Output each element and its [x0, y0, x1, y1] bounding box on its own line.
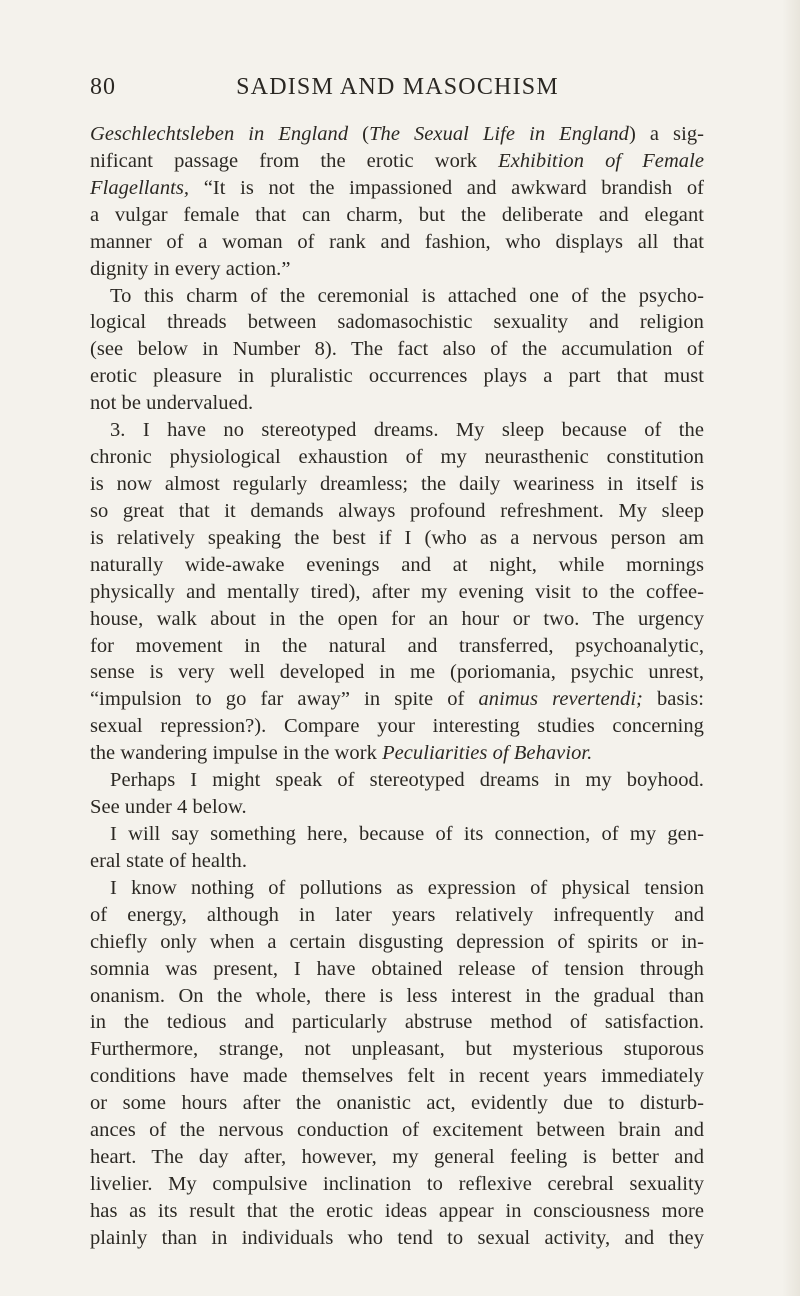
text-line [90, 983, 704, 1010]
text-line [90, 229, 704, 256]
text-line [90, 202, 704, 229]
text-run: manner of a woman of rank and fashion, who displays all that [90, 230, 704, 253]
text-run: dignity in every action.” [90, 257, 291, 280]
text-run: somnia was present, I have obtained release of tension through [90, 957, 704, 980]
text-run: sexual repression?). Compare your interesting studies concerning [90, 715, 704, 738]
text-line [90, 552, 704, 579]
text-run: “It is not the impassioned and awkward brandish of [189, 176, 704, 199]
text-line [90, 1009, 704, 1036]
text-run: sense is very well developed in me (poriomania, psychic unrest, [90, 661, 704, 684]
text-line [90, 390, 704, 417]
text-run: conditions have made themselves felt in recent years immediately [90, 1065, 704, 1088]
text-run: heart. The day after, however, my general feeling is better and [90, 1146, 704, 1169]
text-run: the wandering impulse in the work [90, 742, 383, 765]
italic-text: Geschlechtsleben in England [90, 123, 349, 145]
text-run: physically and mentally tired), after my evening visit to the coffee- [90, 580, 704, 603]
text-line [90, 875, 704, 902]
text-run: ) a sig- [628, 123, 704, 145]
text-run: logical threads between sadomasochistic sexuality and religion [90, 311, 704, 334]
text-line [90, 1063, 704, 1090]
text-run: a vulgar female that can charm, but the deliberate and elegant [90, 203, 704, 226]
text-line [90, 713, 704, 740]
italic-text: Exhibition of Female [498, 149, 704, 172]
text-line [90, 1225, 704, 1252]
text-line [90, 498, 704, 525]
text-run: onanism. On the whole, there is less interest in the gradual than [90, 984, 704, 1007]
text-line [90, 336, 704, 363]
text-run: is now almost regularly dreamless; the daily weariness in itself is [90, 472, 704, 495]
italic-text: Peculiarities of Behavior. [382, 742, 593, 765]
text-run: of energy, although in later years relatively infrequently and [90, 903, 704, 926]
text-line [90, 821, 704, 848]
text-line [90, 1144, 704, 1171]
text-line [90, 363, 704, 390]
text-run: not be undervalued. [90, 392, 254, 415]
text-line [90, 1198, 704, 1225]
text-run: See under 4 below. [90, 796, 247, 819]
text-line [90, 579, 704, 606]
text-line [90, 1036, 704, 1063]
text-run: Perhaps I might speak of stereotyped dreams in my boyhood. [110, 769, 704, 792]
text-line [90, 740, 704, 767]
text-run: livelier. My compulsive inclination to reflexive cerebral sexuality [90, 1172, 704, 1195]
text-run: so great that it demands always profound refreshment. My sleep [90, 499, 704, 522]
text-line [90, 659, 704, 686]
text-line [90, 1171, 704, 1198]
text-line [90, 175, 704, 202]
text-line [90, 1117, 704, 1144]
text-line [90, 848, 704, 875]
text-line [90, 121, 704, 148]
text-run: house, walk about in the open for an hour or two. The urgency [90, 607, 704, 630]
text-line [90, 471, 704, 498]
text-line [90, 309, 704, 336]
text-run: plainly than in individuals who tend to sexual activity, and they [90, 1226, 704, 1249]
text-run: in the tedious and particularly abstruse method of satisfaction. [90, 1011, 704, 1034]
italic-text: Flagellants, [90, 176, 190, 199]
text-line [90, 256, 704, 283]
text-run: “impulsion to go far away” in spite of [90, 688, 479, 711]
running-head: SADISM AND MASOCHISM [236, 74, 559, 100]
text-line [90, 686, 704, 713]
text-run: I will say something here, because of its connection, of my gen- [110, 822, 704, 845]
text-line [90, 767, 704, 794]
italic-text: The Sexual Life in England [369, 123, 629, 145]
text-run: I know nothing of pollutions as expression of physical tension [110, 876, 704, 899]
text-line [90, 902, 704, 929]
text-run: 3. I have no stereotyped dreams. My sleep because of the [110, 419, 704, 442]
text-line [90, 417, 704, 444]
text-run: nificant passage from the erotic work [90, 149, 499, 172]
text-line [90, 283, 704, 310]
page-number: 80 [90, 74, 116, 100]
italic-text: animus revertendi; [478, 688, 643, 711]
text-run: (see below in Number 8). The fact also of the accumulation of [90, 338, 704, 361]
text-run: chiefly only when a certain disgusting depression of spirits or in- [90, 930, 704, 953]
text-run: erotic pleasure in pluralistic occurrences plays a part that must [90, 365, 704, 388]
page-edge-shadow [782, 0, 800, 1296]
text-line [90, 444, 704, 471]
text-run: naturally wide-awake evenings and at night, while mornings [90, 553, 704, 576]
text-run: Furthermore, strange, not unpleasant, but mysterious stuporous [90, 1038, 704, 1061]
text-line [90, 794, 704, 821]
body-text [90, 121, 704, 1252]
text-run: To this charm of the ceremonial is attached one of the psycho- [110, 284, 704, 307]
page-header [90, 74, 705, 114]
text-line [90, 956, 704, 983]
text-run: chronic physiological exhaustion of my neurasthenic constitution [90, 446, 704, 469]
text-run: ances of the nervous conduction of excitement between brain and [90, 1119, 704, 1142]
text-line [90, 606, 704, 633]
text-line [90, 1090, 704, 1117]
text-run: for movement in the natural and transferred, psychoanalytic, [90, 634, 704, 657]
text-run: ( [348, 123, 370, 145]
text-run: has as its result that the erotic ideas appear in consciousness more [90, 1199, 704, 1222]
text-line [90, 525, 704, 552]
text-run: or some hours after the onanistic act, evidently due to disturb- [90, 1092, 704, 1115]
text-line [90, 148, 704, 175]
text-run: is relatively speaking the best if I (who as a nervous person am [90, 526, 704, 549]
text-line [90, 929, 704, 956]
text-line [90, 633, 704, 660]
text-run: basis: [642, 688, 704, 711]
text-run: eral state of health. [90, 849, 248, 872]
